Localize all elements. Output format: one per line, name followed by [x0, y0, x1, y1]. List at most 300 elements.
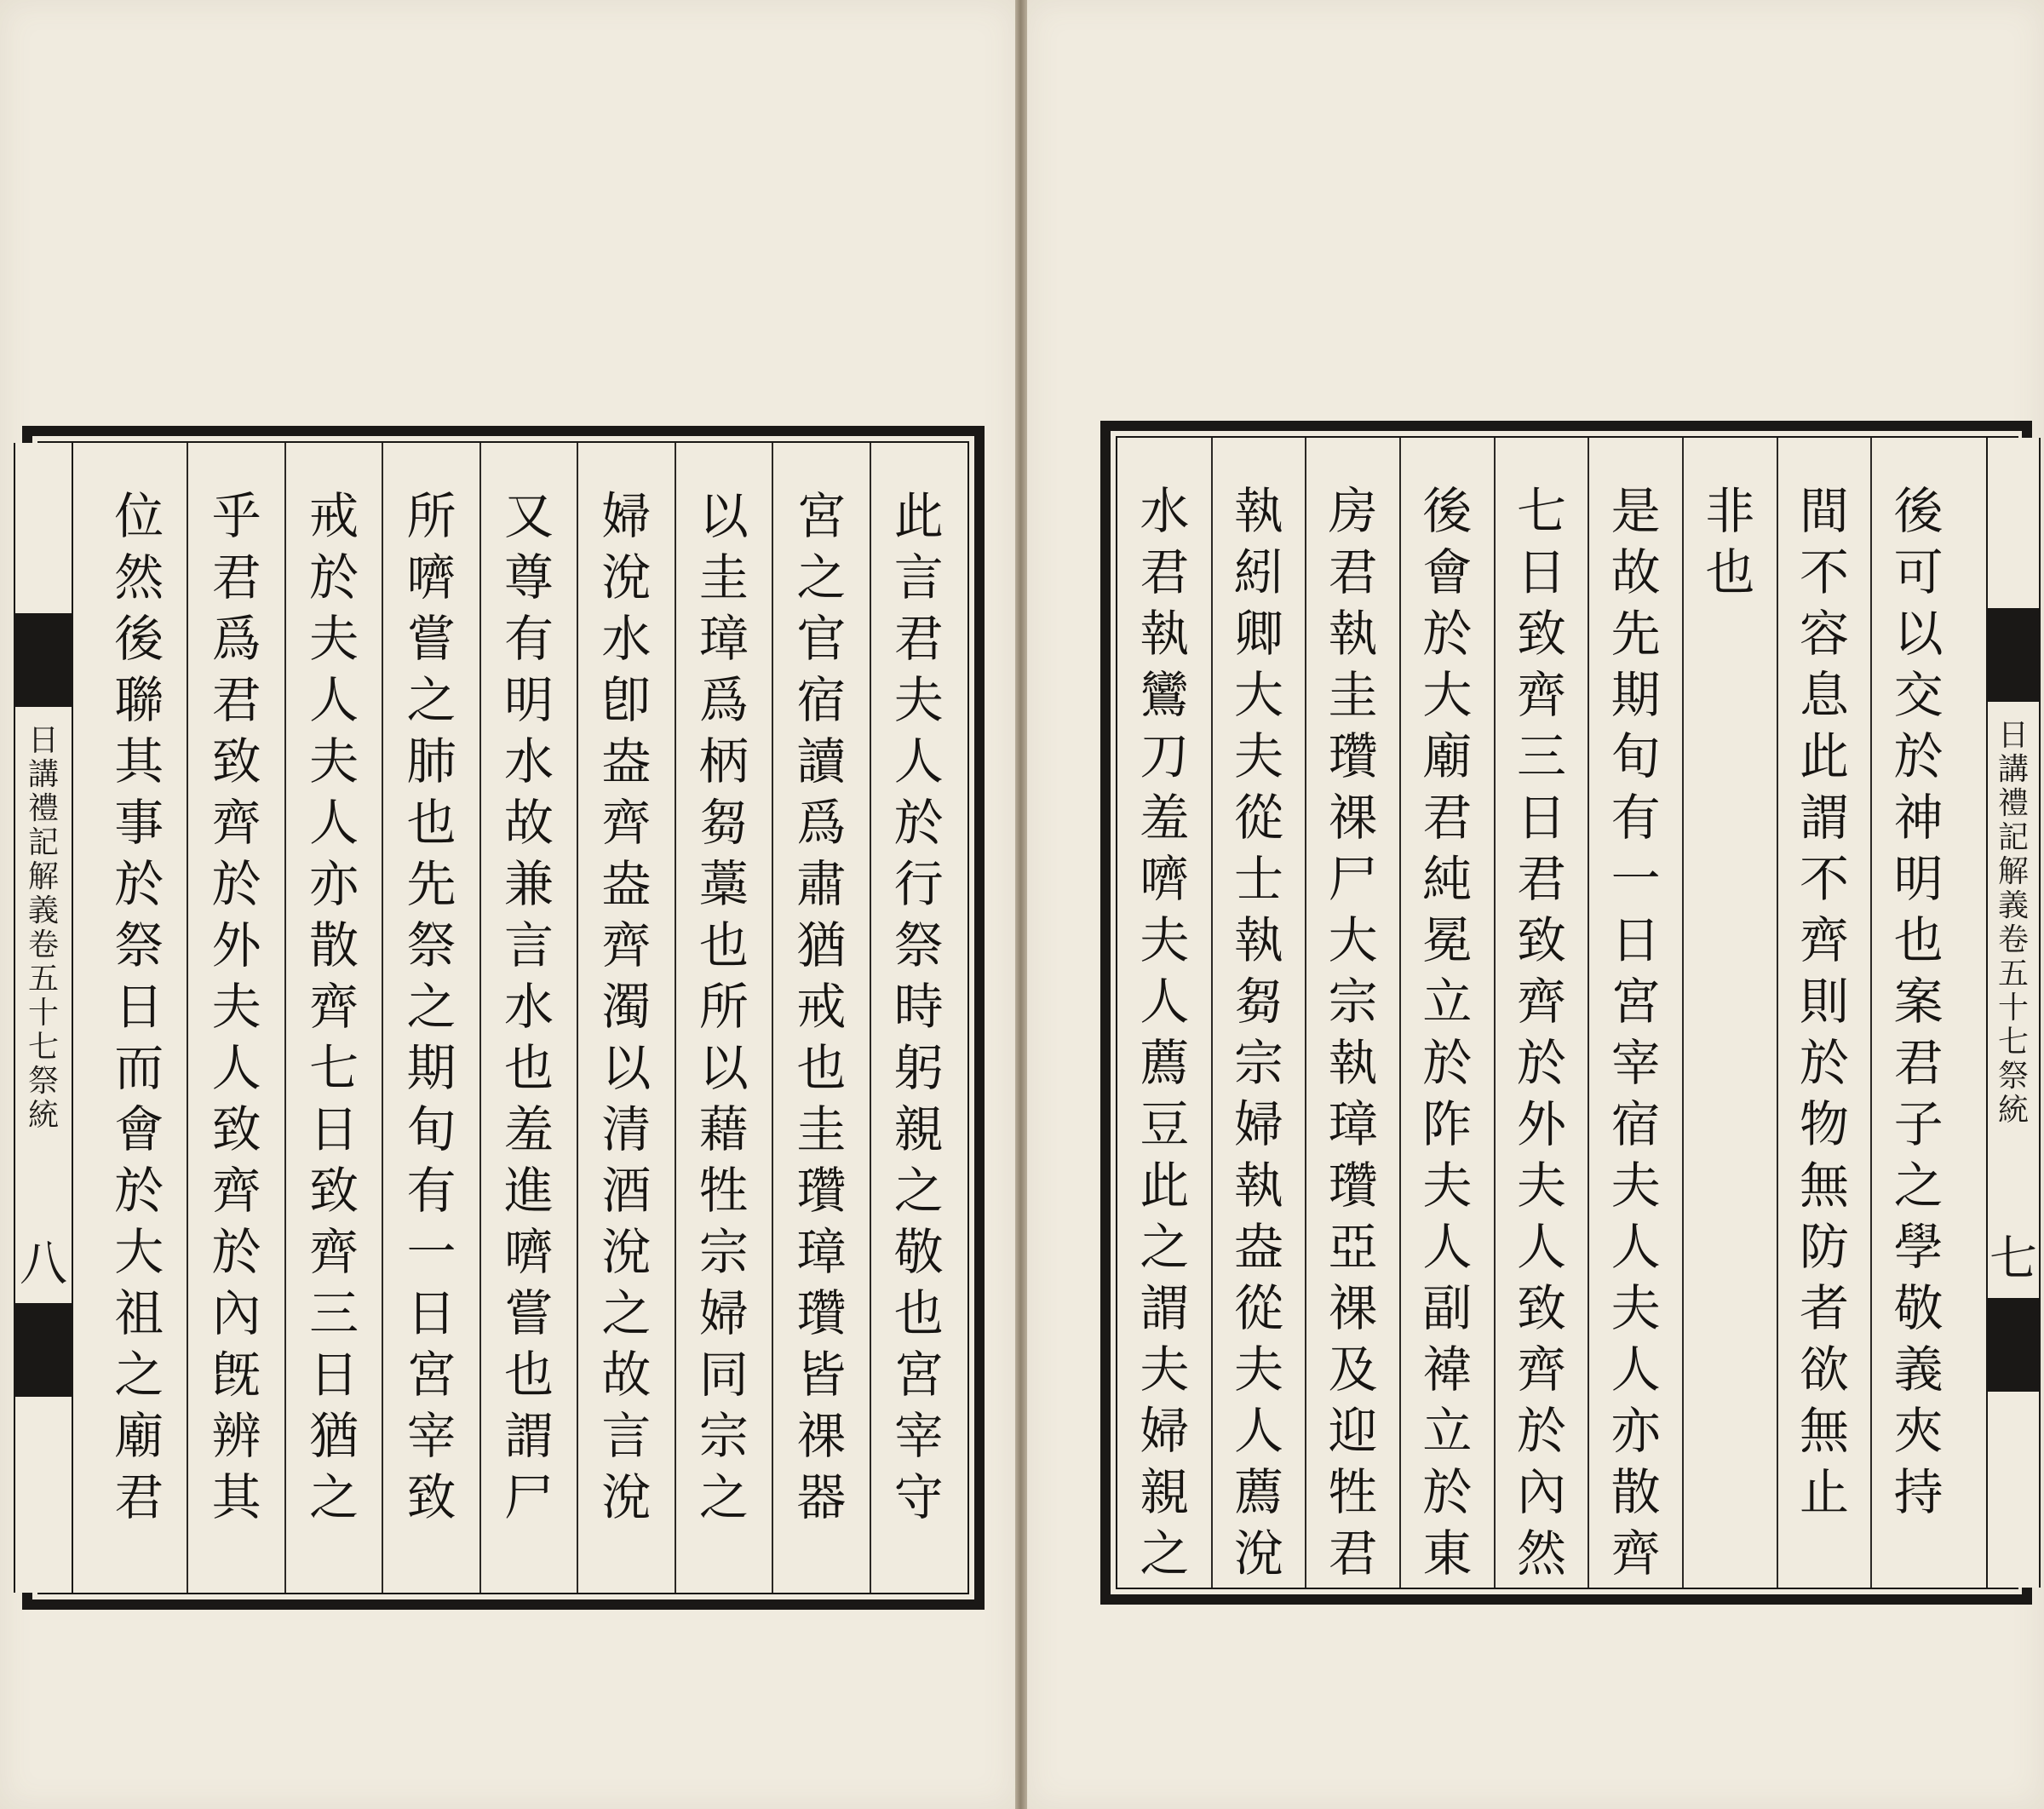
character: 致 — [406, 1468, 456, 1526]
character: 守 — [893, 1468, 944, 1526]
character: 期 — [1611, 666, 1661, 724]
character: 其 — [211, 1468, 261, 1526]
margin-character: 統 — [1997, 1093, 2029, 1128]
character: 七 — [1516, 482, 1566, 540]
text-column — [285, 443, 382, 1593]
character: 從 — [1233, 1279, 1283, 1337]
character: 褘 — [1422, 1341, 1473, 1398]
character: 於 — [211, 1223, 261, 1281]
character: 兼 — [503, 855, 554, 913]
character: 夫 — [309, 610, 359, 668]
character: 也 — [406, 794, 456, 852]
character: 大 — [1422, 666, 1473, 724]
text-column — [1683, 438, 1777, 1588]
character: 人 — [1516, 1218, 1566, 1276]
character: 致 — [1516, 605, 1566, 663]
character: 也 — [893, 1284, 944, 1342]
margin-character: 解 — [1997, 854, 2029, 889]
margin-character: 講 — [1997, 752, 2029, 787]
character: 宗 — [1233, 1034, 1283, 1092]
character: 不 — [1799, 543, 1849, 601]
character: 宰 — [893, 1407, 944, 1465]
character: 之 — [406, 671, 456, 729]
character: 以 — [698, 487, 749, 545]
character: 君 — [1140, 543, 1190, 601]
character: 涗 — [1233, 1525, 1283, 1582]
character: 副 — [1422, 1279, 1473, 1337]
character: 之 — [796, 548, 847, 606]
right-page — [1027, 0, 2044, 1809]
character: 之 — [893, 1162, 944, 1220]
text-column — [1400, 438, 1495, 1588]
character: 君 — [211, 548, 261, 606]
character: 先 — [1611, 605, 1661, 663]
character: 後 — [114, 610, 164, 668]
character: 人 — [1422, 1218, 1473, 1276]
left-margin-strip — [14, 443, 73, 1593]
character: 先 — [406, 855, 456, 913]
character: 純 — [1422, 850, 1473, 908]
character: 卿 — [1233, 605, 1283, 663]
character: 旬 — [1611, 727, 1661, 785]
character: 璋 — [1328, 1095, 1378, 1153]
character: 迎 — [1328, 1402, 1378, 1460]
character: 宰 — [1611, 1034, 1661, 1092]
character: 齊 — [601, 794, 652, 852]
character: 也 — [698, 916, 749, 974]
margin-character: 卷 — [27, 927, 59, 962]
character: 璋 — [796, 1223, 847, 1281]
margin-character: 禮 — [27, 791, 59, 826]
text-column — [1212, 438, 1306, 1588]
character: 君 — [1328, 1525, 1378, 1582]
character: 明 — [503, 671, 554, 729]
left-fish-tail-bottom — [15, 1303, 72, 1397]
margin-character: 解 — [27, 859, 59, 894]
character: 官 — [796, 610, 847, 668]
character: 藁 — [698, 855, 749, 913]
character: 義 — [1893, 1341, 1944, 1398]
character: 亦 — [309, 855, 359, 913]
character: 器 — [796, 1468, 847, 1526]
character: 無 — [1799, 1402, 1849, 1460]
character: 於 — [893, 794, 944, 852]
character: 冕 — [1422, 911, 1473, 969]
character: 執 — [1328, 605, 1378, 663]
text-column — [675, 443, 772, 1593]
character: 立 — [1422, 973, 1473, 1031]
character: 牲 — [698, 1162, 749, 1220]
character: 宮 — [796, 487, 847, 545]
character: 鸞 — [1140, 666, 1190, 724]
character: 瓚 — [796, 1162, 847, 1220]
character: 故 — [601, 1346, 652, 1404]
left-margin-title — [15, 724, 72, 1133]
character: 也 — [1893, 911, 1944, 969]
character: 宗 — [1328, 973, 1378, 1031]
character: 水 — [503, 732, 554, 790]
character: 齊 — [211, 794, 261, 852]
margin-character: 七 — [27, 1030, 59, 1065]
character: 致 — [1516, 1279, 1566, 1337]
character: 猶 — [309, 1407, 359, 1465]
character: 時 — [893, 978, 944, 1036]
text-column — [870, 443, 967, 1593]
character: 於 — [114, 855, 164, 913]
character: 戒 — [309, 487, 359, 545]
character: 散 — [1611, 1463, 1661, 1521]
character: 此 — [1140, 1157, 1190, 1215]
character: 聯 — [114, 671, 164, 729]
character: 此 — [1799, 727, 1849, 785]
character: 夫 — [1611, 1279, 1661, 1337]
character: 齊 — [1516, 1341, 1566, 1398]
character: 瓚 — [1328, 1157, 1378, 1215]
character: 也 — [796, 1039, 847, 1097]
character: 齊 — [309, 1223, 359, 1281]
character: 祖 — [114, 1284, 164, 1342]
character: 所 — [698, 978, 749, 1036]
right-text-block — [1116, 436, 2037, 1589]
character: 七 — [309, 1039, 359, 1097]
character: 三 — [309, 1284, 359, 1342]
character: 爲 — [796, 794, 847, 852]
character: 房 — [1328, 482, 1378, 540]
character: 一 — [1611, 850, 1661, 908]
margin-character: 祭 — [1997, 1059, 2029, 1094]
character: 牲 — [1328, 1463, 1378, 1521]
margin-character: 講 — [27, 757, 59, 792]
book-gutter — [1015, 0, 1027, 1809]
character: 然 — [1516, 1525, 1566, 1582]
character: 君 — [1516, 850, 1566, 908]
character: 後 — [1422, 482, 1473, 540]
character: 婦 — [698, 1284, 749, 1342]
character: 致 — [211, 732, 261, 790]
margin-character: 義 — [1997, 888, 2029, 923]
character: 人 — [1611, 1341, 1661, 1398]
character: 涗 — [601, 1223, 652, 1281]
character: 君 — [1893, 1034, 1944, 1092]
character: 間 — [1799, 482, 1849, 540]
character: 防 — [1799, 1218, 1849, 1276]
character: 所 — [406, 487, 456, 545]
character: 酒 — [601, 1162, 652, 1220]
character: 一 — [406, 1223, 456, 1281]
character: 夾 — [1893, 1402, 1944, 1460]
character: 爲 — [698, 671, 749, 729]
character: 立 — [1422, 1402, 1473, 1460]
margin-character: 十 — [1997, 991, 2029, 1025]
left-folio: 八 — [20, 1237, 67, 1292]
character: 散 — [309, 916, 359, 974]
character: 有 — [503, 610, 554, 668]
character: 阼 — [1422, 1095, 1473, 1153]
character: 內 — [1516, 1463, 1566, 1521]
character: 圭 — [796, 1100, 847, 1158]
margin-character: 五 — [1997, 956, 2029, 991]
character: 薦 — [1233, 1463, 1283, 1521]
character: 於 — [1799, 1034, 1849, 1092]
character: 夫 — [1611, 1157, 1661, 1215]
margin-character: 祭 — [27, 1064, 59, 1099]
character: 而 — [114, 1039, 164, 1097]
text-column — [1777, 438, 1872, 1588]
character: 水 — [1140, 482, 1190, 540]
character: 致 — [1516, 911, 1566, 969]
character: 則 — [1799, 973, 1849, 1031]
character: 於 — [211, 855, 261, 913]
character: 嚌 — [503, 1223, 554, 1281]
character: 齊 — [1799, 911, 1849, 969]
character: 豆 — [1140, 1095, 1190, 1153]
character: 宿 — [1611, 1095, 1661, 1153]
character: 容 — [1799, 605, 1849, 663]
right-margin-title — [1988, 719, 2039, 1128]
character: 讀 — [796, 732, 847, 790]
character: 然 — [114, 548, 164, 606]
character: 盎 — [601, 732, 652, 790]
character: 之 — [698, 1468, 749, 1526]
character: 會 — [1422, 543, 1473, 601]
text-column — [382, 443, 479, 1593]
text-column — [1588, 438, 1683, 1588]
character: 於 — [1422, 605, 1473, 663]
character: 欲 — [1799, 1341, 1849, 1398]
character: 君 — [211, 671, 261, 729]
character: 嘗 — [503, 1284, 554, 1342]
character: 齊 — [601, 916, 652, 974]
character: 卽 — [601, 671, 652, 729]
character: 宰 — [406, 1407, 456, 1465]
character: 君 — [1422, 789, 1473, 847]
character: 之 — [1893, 1157, 1944, 1215]
character: 謂 — [1140, 1279, 1190, 1337]
character: 日 — [309, 1346, 359, 1404]
character: 人 — [309, 794, 359, 852]
character: 戒 — [796, 978, 847, 1036]
character: 神 — [1893, 789, 1944, 847]
character: 尸 — [503, 1468, 554, 1526]
character: 乎 — [211, 487, 261, 545]
character: 大 — [1328, 911, 1378, 969]
character: 嘗 — [406, 610, 456, 668]
character: 宗 — [698, 1223, 749, 1281]
character: 涗 — [601, 1468, 652, 1526]
character: 止 — [1799, 1463, 1849, 1521]
character: 子 — [1893, 1095, 1944, 1153]
character: 廟 — [114, 1407, 164, 1465]
character: 大 — [114, 1223, 164, 1281]
character: 藉 — [698, 1100, 749, 1158]
character: 故 — [1611, 543, 1661, 601]
character: 同 — [698, 1346, 749, 1404]
character: 廟 — [1422, 727, 1473, 785]
character: 宮 — [893, 1346, 944, 1404]
character: 明 — [1893, 850, 1944, 908]
character: 夫 — [211, 978, 261, 1036]
margin-character: 十 — [27, 996, 59, 1031]
character: 大 — [1233, 666, 1283, 724]
character: 紖 — [1233, 543, 1283, 601]
character: 旬 — [406, 1100, 456, 1158]
character: 是 — [1611, 482, 1661, 540]
margin-character: 日 — [1997, 718, 2029, 753]
text-column — [480, 443, 577, 1593]
character: 夫 — [1140, 911, 1190, 969]
text-column — [187, 443, 284, 1593]
character: 君 — [1328, 543, 1378, 601]
character: 婦 — [601, 487, 652, 545]
character: 圭 — [698, 548, 749, 606]
character: 之 — [406, 978, 456, 1036]
margin-character: 七 — [1997, 1025, 2029, 1060]
character: 辨 — [211, 1407, 261, 1465]
margin-character: 義 — [27, 893, 59, 928]
character: 期 — [406, 1039, 456, 1097]
character: 人 — [1140, 973, 1190, 1031]
character: 之 — [1140, 1525, 1190, 1582]
character: 於 — [114, 1162, 164, 1220]
character: 後 — [1893, 482, 1944, 540]
character: 會 — [114, 1100, 164, 1158]
character: 盎 — [601, 855, 652, 913]
character: 執 — [1328, 1034, 1378, 1092]
character: 濁 — [601, 978, 652, 1036]
character: 事 — [114, 794, 164, 852]
character: 清 — [601, 1100, 652, 1158]
character: 執 — [1140, 605, 1190, 663]
character: 芻 — [698, 794, 749, 852]
character: 猶 — [796, 916, 847, 974]
character: 人 — [1233, 1402, 1283, 1460]
character: 祭 — [114, 916, 164, 974]
character: 嚌 — [406, 548, 456, 606]
character: 於 — [309, 548, 359, 606]
character: 以 — [601, 1039, 652, 1097]
character: 夫 — [1233, 1341, 1283, 1398]
character: 言 — [601, 1407, 652, 1465]
character: 敬 — [893, 1223, 944, 1281]
character: 內 — [211, 1284, 261, 1342]
character: 爲 — [211, 610, 261, 668]
character: 敬 — [1893, 1279, 1944, 1337]
character: 肺 — [406, 732, 456, 790]
character: 柄 — [698, 732, 749, 790]
character: 之 — [601, 1284, 652, 1342]
character: 執 — [1233, 482, 1283, 540]
character: 瓚 — [796, 1284, 847, 1342]
left-page — [0, 0, 1015, 1809]
character: 於 — [1893, 727, 1944, 785]
character: 位 — [114, 487, 164, 545]
character: 君 — [893, 610, 944, 668]
character: 外 — [1516, 1095, 1566, 1153]
text-column — [1495, 438, 1589, 1588]
character: 君 — [114, 1468, 164, 1526]
character: 躬 — [893, 1039, 944, 1097]
margin-character: 五 — [27, 962, 59, 996]
character: 執 — [1233, 1157, 1283, 1215]
right-fish-tail-top — [1988, 608, 2039, 702]
character: 非 — [1705, 482, 1755, 540]
character: 夫 — [1233, 727, 1283, 785]
character: 其 — [114, 732, 164, 790]
character: 人 — [1611, 1218, 1661, 1276]
character: 士 — [1233, 850, 1283, 908]
character: 不 — [1799, 850, 1849, 908]
character: 以 — [698, 1039, 749, 1097]
character: 謂 — [503, 1407, 554, 1465]
left-columns — [90, 443, 967, 1593]
character: 芻 — [1233, 973, 1283, 1031]
character: 日 — [406, 1284, 456, 1342]
character: 薦 — [1140, 1034, 1190, 1092]
character: 水 — [601, 610, 652, 668]
character: 人 — [893, 732, 944, 790]
character: 持 — [1893, 1463, 1944, 1521]
character: 日 — [1516, 543, 1566, 601]
right-margin-strip — [1986, 438, 2041, 1588]
left-fish-tail-top — [15, 613, 72, 707]
character: 有 — [1611, 789, 1661, 847]
character: 夫 — [309, 732, 359, 790]
character: 齊 — [1611, 1525, 1661, 1582]
character: 故 — [503, 794, 554, 852]
character: 日 — [1516, 789, 1566, 847]
character: 無 — [1799, 1157, 1849, 1215]
character: 者 — [1799, 1279, 1849, 1337]
text-column — [1117, 438, 1212, 1588]
character: 羞 — [503, 1100, 554, 1158]
character: 尊 — [503, 548, 554, 606]
character: 又 — [503, 487, 554, 545]
character: 物 — [1799, 1095, 1849, 1153]
character: 宗 — [698, 1407, 749, 1465]
character: 宮 — [1611, 973, 1661, 1031]
character: 東 — [1422, 1525, 1473, 1582]
character: 瓚 — [1328, 727, 1378, 785]
character: 學 — [1893, 1218, 1944, 1276]
character: 肅 — [796, 855, 847, 913]
margin-character: 記 — [27, 825, 59, 860]
character: 也 — [503, 1039, 554, 1097]
character: 於 — [1422, 1463, 1473, 1521]
character: 交 — [1893, 666, 1944, 724]
character: 三 — [1516, 727, 1566, 785]
character: 日 — [114, 978, 164, 1036]
character: 此 — [893, 487, 944, 545]
character: 宮 — [406, 1346, 456, 1404]
character: 親 — [1140, 1463, 1190, 1521]
text-column — [1871, 438, 1966, 1588]
character: 言 — [503, 916, 554, 974]
character: 璋 — [698, 610, 749, 668]
character: 日 — [1611, 911, 1661, 969]
character: 謂 — [1799, 789, 1849, 847]
character: 親 — [893, 1100, 944, 1158]
character: 致 — [309, 1162, 359, 1220]
character: 涗 — [601, 548, 652, 606]
margin-character: 統 — [27, 1098, 59, 1133]
character: 羞 — [1140, 789, 1190, 847]
character: 之 — [1140, 1218, 1190, 1276]
character: 婦 — [1233, 1095, 1283, 1153]
character: 從 — [1233, 789, 1283, 847]
character: 盎 — [1233, 1218, 1283, 1276]
character: 祭 — [406, 916, 456, 974]
character: 言 — [893, 548, 944, 606]
